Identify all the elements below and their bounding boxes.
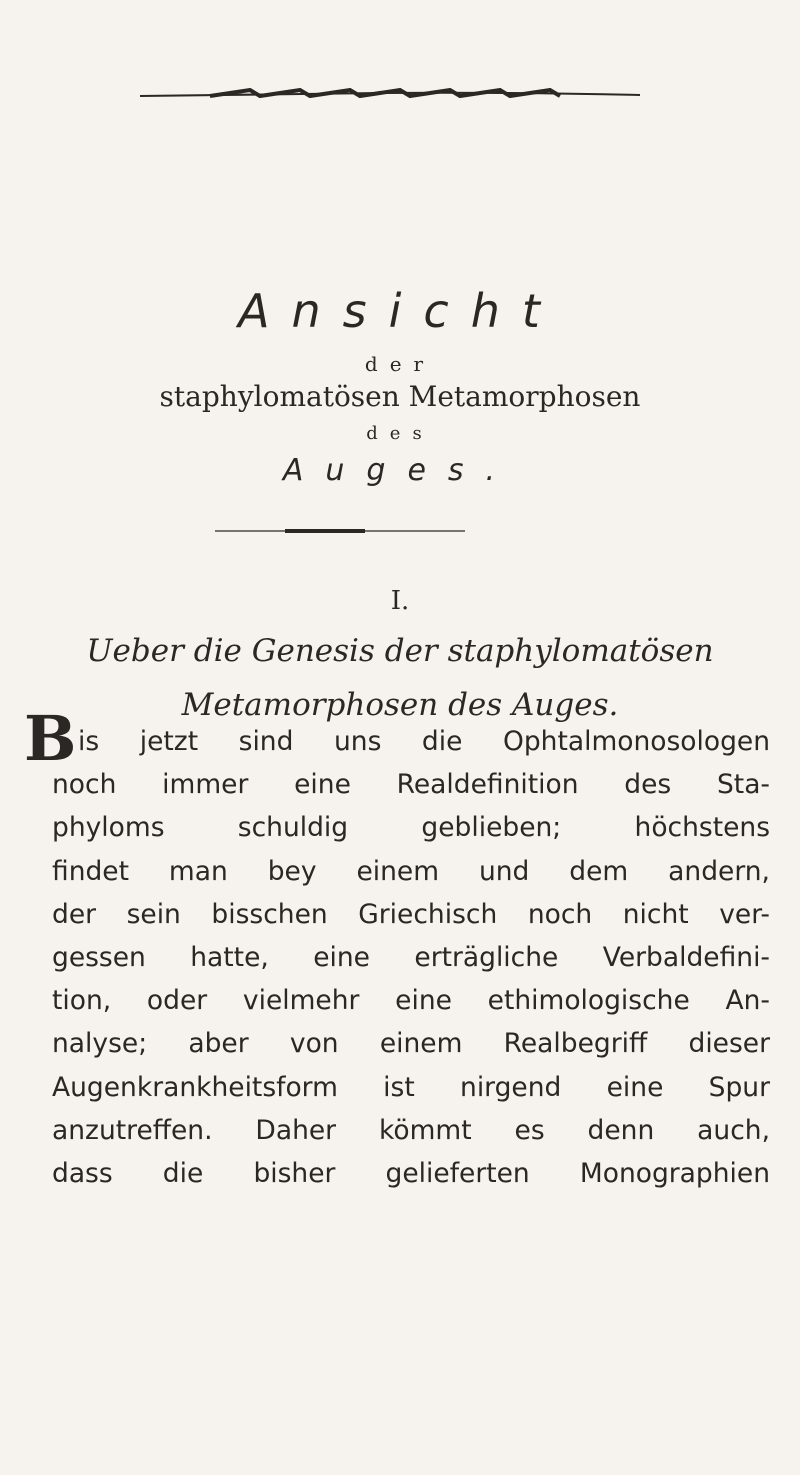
title-auges: Auges.: [282, 453, 518, 488]
drop-cap: B: [24, 702, 77, 775]
body-line: Augenkrankheitsform ist nirgend eine Spur: [52, 1071, 770, 1103]
section-heading-line-2: Metamorphosen des Auges.: [181, 687, 619, 723]
body-line: der sein bisschen Griechisch noch nicht ver-: [52, 898, 770, 930]
body-paragraph: [52, 720, 770, 1195]
body-line: nalyse; aber von einem Realbegriff dieser: [52, 1028, 770, 1060]
body-line: tion, oder vielmehr eine ethimologische An-: [52, 985, 770, 1017]
top-ornament-rule: [140, 88, 640, 102]
section-number: I.: [390, 586, 410, 616]
section-heading: [0, 624, 800, 732]
body-line: findet man bey einem und dem andern,: [52, 855, 770, 887]
body-line: is jetzt sind uns die Ophtalmonosologen: [78, 726, 770, 757]
body-line: phyloms schuldig geblieben; höchstens: [52, 812, 770, 844]
title-main: Ansicht: [238, 284, 562, 338]
title-der: der: [364, 352, 436, 376]
body-line: noch immer eine Realdefinition des Sta-: [52, 769, 770, 801]
title-des: des: [366, 423, 434, 444]
title-divider-rule: [215, 528, 465, 534]
title-subject: staphylomatösen Metamorphosen: [159, 380, 641, 413]
body-line: anzutreffen. Daher kömmt es denn auch,: [52, 1114, 770, 1146]
body-line: dass die bisher gelieferten Monographien: [52, 1158, 770, 1190]
body-line: gessen hatte, eine erträgliche Verbaldefini-: [52, 942, 770, 974]
section-heading-line-1: Ueber die Genesis der staphylomatösen: [86, 633, 714, 669]
